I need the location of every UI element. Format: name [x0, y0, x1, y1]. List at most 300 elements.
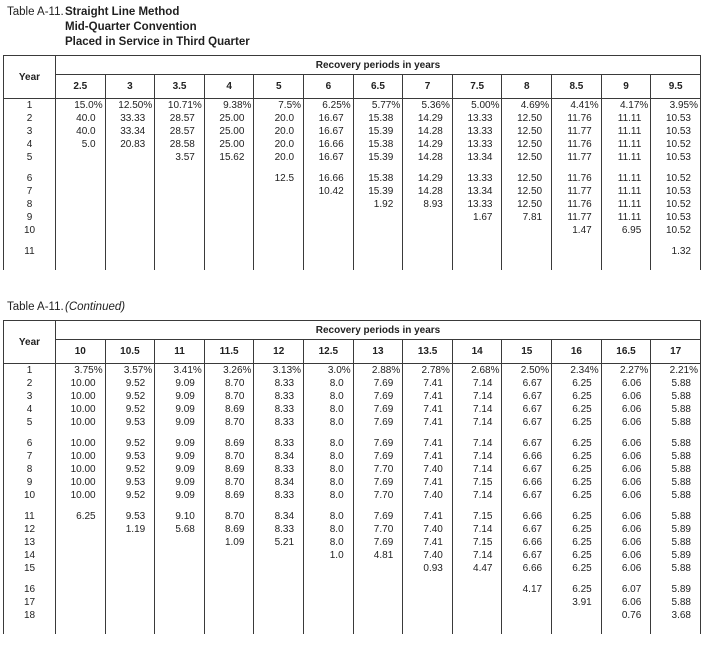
rate-cell: 9.10 [155, 510, 205, 523]
rate-cell: 8.70 [204, 476, 254, 489]
rate-cell: 7.40 [403, 523, 453, 536]
year-cell: 7 [4, 185, 56, 198]
year-row-1 [4, 364, 701, 378]
rate-cell [254, 185, 304, 198]
year-row-12 [4, 523, 701, 536]
rate-cell: 7.15 [452, 476, 502, 489]
year-cell: 12 [4, 523, 56, 536]
recovery-period-col-9.5: 9.5 [651, 75, 701, 99]
rate-cell: 6.25 [56, 510, 106, 523]
rate-cell: 9.09 [155, 476, 205, 489]
rate-cell: 1.92 [353, 198, 403, 211]
rate-cell [304, 224, 354, 237]
rate-cell: 4.47 [452, 562, 502, 575]
rate-cell: 10.52 [651, 138, 701, 151]
year-row-4 [4, 403, 701, 416]
rate-cell: 8.34 [254, 510, 304, 523]
rate-cell: 6.67 [502, 549, 552, 562]
rate-cell [204, 609, 254, 622]
rate-cell: 11.77 [552, 211, 602, 224]
rate-cell: 7.41 [403, 536, 453, 549]
year-row-5 [4, 416, 701, 429]
rate-cell: 7.14 [452, 523, 502, 536]
rate-cell: 6.67 [502, 523, 552, 536]
rate-cell: 6.67 [502, 463, 552, 476]
rate-cell: 8.70 [204, 390, 254, 403]
rate-cell: 2.78% [403, 364, 453, 378]
rate-cell: 9.09 [155, 489, 205, 502]
rate-cell: 10.53 [651, 211, 701, 224]
rate-cell [452, 245, 502, 258]
year-cell: 16 [4, 583, 56, 596]
year-row-7 [4, 450, 701, 463]
rate-cell: 11.11 [601, 112, 651, 125]
rate-cell: 11.76 [552, 112, 602, 125]
rate-cell: 13.34 [452, 151, 502, 164]
rate-cell [105, 211, 155, 224]
rate-cell [56, 536, 106, 549]
rate-cell [552, 245, 602, 258]
recovery-period-col-16.5: 16.5 [601, 340, 651, 364]
year-cell: 11 [4, 510, 56, 523]
rate-cell: 6.66 [502, 476, 552, 489]
year-cell: 15 [4, 562, 56, 575]
rate-cell: 7.15 [452, 536, 502, 549]
rate-cell [155, 198, 205, 211]
year-row-1 [4, 99, 701, 113]
rate-cell: 13.33 [452, 125, 502, 138]
rate-cell: 7.14 [452, 377, 502, 390]
rate-cell: 7.70 [353, 463, 403, 476]
rate-cell: 6.25 [552, 403, 602, 416]
rate-cell: 7.15 [452, 510, 502, 523]
rate-cell: 8.69 [204, 489, 254, 502]
rate-cell [304, 609, 354, 622]
year-row-4 [4, 138, 701, 151]
rate-cell: 5.88 [651, 416, 701, 429]
year-cell: 14 [4, 549, 56, 562]
rate-cell: 9.09 [155, 463, 205, 476]
year-row-7 [4, 185, 701, 198]
rate-cell: 6.67 [502, 377, 552, 390]
rate-cell: 8.69 [204, 523, 254, 536]
rate-cell: 8.0 [304, 523, 354, 536]
rate-cell: 9.09 [155, 450, 205, 463]
rate-cell: 7.41 [403, 450, 453, 463]
rate-cell [155, 609, 205, 622]
rate-cell: 15.38 [353, 112, 403, 125]
year-row-16 [4, 583, 701, 596]
year-row-10 [4, 489, 701, 502]
recovery-period-col-14: 14 [452, 340, 502, 364]
rate-cell: 5.88 [651, 377, 701, 390]
year-cell: 8 [4, 463, 56, 476]
rate-cell [155, 583, 205, 596]
rate-cell: 7.14 [452, 390, 502, 403]
rate-cell: 7.69 [353, 450, 403, 463]
year-cell: 9 [4, 476, 56, 489]
rate-cell [353, 583, 403, 596]
rate-cell [452, 583, 502, 596]
rate-cell: 20.83 [105, 138, 155, 151]
rate-cell [204, 172, 254, 185]
rate-cell [304, 583, 354, 596]
rate-cell: 6.66 [502, 510, 552, 523]
rate-cell: 10.00 [56, 437, 106, 450]
rate-cell: 15.38 [353, 172, 403, 185]
rate-cell [254, 211, 304, 224]
rate-cell: 6.25 [552, 562, 602, 575]
rate-cell: 16.66 [304, 172, 354, 185]
rate-cell: 8.70 [204, 416, 254, 429]
rate-cell: 14.28 [403, 185, 453, 198]
rate-cell: 15.39 [353, 185, 403, 198]
rate-cell: 9.09 [155, 437, 205, 450]
rate-cell: 4.17% [601, 99, 651, 113]
year-row-2 [4, 377, 701, 390]
rate-cell [304, 562, 354, 575]
recovery-period-col-2.5: 2.5 [56, 75, 106, 99]
rate-cell [452, 609, 502, 622]
rate-cell [56, 596, 106, 609]
rate-cell: 6.06 [601, 463, 651, 476]
rate-cell: 8.33 [254, 403, 304, 416]
rate-cell [56, 151, 106, 164]
year-row-3 [4, 390, 701, 403]
year-column-header: Year [4, 321, 56, 364]
table-title-line-1: Straight Line Method [65, 6, 180, 18]
year-cell: 17 [4, 596, 56, 609]
year-row-3 [4, 125, 701, 138]
rate-cell [155, 562, 205, 575]
rate-cell: 20.0 [254, 112, 304, 125]
table-label: Table A-11. [7, 301, 64, 313]
year-cell: 4 [4, 138, 56, 151]
rate-cell: 13.34 [452, 185, 502, 198]
rate-cell [105, 549, 155, 562]
rate-cell: 8.33 [254, 390, 304, 403]
rate-cell: 3.91 [552, 596, 602, 609]
rate-cell: 28.58 [155, 138, 205, 151]
rate-cell: 16.67 [304, 112, 354, 125]
rate-cell: 6.06 [601, 390, 651, 403]
rate-cell: 10.52 [651, 172, 701, 185]
table-body [4, 99, 701, 271]
rate-cell: 13.33 [452, 112, 502, 125]
table-title-line-3: Placed in Service in Third Quarter [65, 36, 250, 48]
rate-cell: 7.70 [353, 489, 403, 502]
rate-cell: 10.52 [651, 198, 701, 211]
rate-cell [56, 245, 106, 258]
rate-cell: 25.00 [204, 112, 254, 125]
rate-cell: 9.09 [155, 403, 205, 416]
rate-cell [204, 224, 254, 237]
spacer-row [4, 164, 701, 172]
rate-cell: 10.71% [155, 99, 205, 113]
year-column-header: Year [4, 56, 56, 99]
rate-cell: 8.0 [304, 450, 354, 463]
rate-cell: 5.77% [353, 99, 403, 113]
spacer-row [4, 622, 701, 634]
rate-cell [353, 245, 403, 258]
rate-cell: 16.66 [304, 138, 354, 151]
rate-cell [254, 562, 304, 575]
rate-cell [601, 245, 651, 258]
year-row-8 [4, 198, 701, 211]
recovery-period-col-7: 7 [403, 75, 453, 99]
rate-cell: 1.67 [452, 211, 502, 224]
rate-cell: 6.07 [601, 583, 651, 596]
year-row-13 [4, 536, 701, 549]
rate-cell: 6.95 [601, 224, 651, 237]
rate-cell [403, 609, 453, 622]
rate-cell: 25.00 [204, 125, 254, 138]
rate-cell: 6.06 [601, 536, 651, 549]
rate-cell: 8.33 [254, 437, 304, 450]
rate-cell [105, 609, 155, 622]
rate-cell: 7.14 [452, 437, 502, 450]
year-cell: 7 [4, 450, 56, 463]
rate-cell [105, 198, 155, 211]
rate-cell: 7.69 [353, 390, 403, 403]
recovery-period-col-3.5: 3.5 [155, 75, 205, 99]
rate-cell: 7.69 [353, 403, 403, 416]
rate-cell: 6.06 [601, 596, 651, 609]
year-row-9 [4, 476, 701, 489]
rate-cell: 9.53 [105, 476, 155, 489]
rate-cell: 9.52 [105, 489, 155, 502]
rate-cell: 4.17 [502, 583, 552, 596]
rate-cell [155, 185, 205, 198]
rate-cell: 11.77 [552, 151, 602, 164]
recovery-period-col-17: 17 [651, 340, 701, 364]
rate-cell: 12.50 [502, 198, 552, 211]
rate-cell [452, 224, 502, 237]
rate-cell: 13.33 [452, 138, 502, 151]
rate-cell: 8.70 [204, 510, 254, 523]
year-cell: 5 [4, 151, 56, 164]
recovery-period-col-13.5: 13.5 [403, 340, 453, 364]
rate-cell: 7.41 [403, 437, 453, 450]
rate-cell [105, 151, 155, 164]
rate-cell: 9.09 [155, 390, 205, 403]
rate-cell [502, 609, 552, 622]
rate-cell: 6.67 [502, 416, 552, 429]
rate-cell: 14.29 [403, 138, 453, 151]
recovery-period-col-11: 11 [155, 340, 205, 364]
rate-cell: 9.52 [105, 403, 155, 416]
rate-cell: 9.09 [155, 377, 205, 390]
rate-cell: 5.88 [651, 596, 701, 609]
year-row-6 [4, 437, 701, 450]
rate-cell: 5.21 [254, 536, 304, 549]
rate-cell: 9.52 [105, 463, 155, 476]
rate-cell: 9.52 [105, 437, 155, 450]
rate-cell: 6.06 [601, 510, 651, 523]
table-header [4, 56, 701, 99]
rate-cell: 6.66 [502, 450, 552, 463]
rate-cell: 7.70 [353, 523, 403, 536]
rate-cell: 6.25 [552, 437, 602, 450]
rate-cell: 5.88 [651, 510, 701, 523]
rate-cell [56, 224, 106, 237]
rate-cell: 6.06 [601, 403, 651, 416]
rate-cell: 8.69 [204, 437, 254, 450]
year-row-2 [4, 112, 701, 125]
rate-cell: 8.0 [304, 510, 354, 523]
rate-cell: 3.41% [155, 364, 205, 378]
rate-cell: 3.68 [651, 609, 701, 622]
rate-cell: 25.00 [204, 138, 254, 151]
macrs-rate-table [3, 55, 701, 270]
year-row-18 [4, 609, 701, 622]
rate-cell: 8.33 [254, 416, 304, 429]
rate-cell [452, 596, 502, 609]
year-cell: 18 [4, 609, 56, 622]
rate-cell: 6.67 [502, 403, 552, 416]
rate-cell: 10.53 [651, 125, 701, 138]
rate-cell: 28.57 [155, 112, 205, 125]
rate-cell: 12.50 [502, 172, 552, 185]
rate-cell: 11.76 [552, 198, 602, 211]
recovery-period-col-12.5: 12.5 [304, 340, 354, 364]
rate-cell: 6.06 [601, 416, 651, 429]
rate-cell [56, 198, 106, 211]
rate-cell: 11.11 [601, 151, 651, 164]
rate-cell: 5.88 [651, 476, 701, 489]
table-title [7, 5, 701, 50]
rate-cell: 8.0 [304, 390, 354, 403]
rate-cell: 3.0% [304, 364, 354, 378]
year-row-11 [4, 245, 701, 258]
rate-cell: 10.00 [56, 377, 106, 390]
rate-cell: 12.50 [502, 185, 552, 198]
recovery-period-col-5: 5 [254, 75, 304, 99]
rate-cell [304, 245, 354, 258]
rate-cell: 7.5% [254, 99, 304, 113]
rate-cell: 12.50 [502, 125, 552, 138]
rate-cell: 1.19 [105, 523, 155, 536]
table-title-line-2: Mid-Quarter Convention [65, 21, 197, 33]
rate-cell: 4.81 [353, 549, 403, 562]
rate-cell: 8.34 [254, 450, 304, 463]
table-a11-block [3, 5, 701, 270]
rate-cell: 12.5 [254, 172, 304, 185]
rate-cell: 13.33 [452, 172, 502, 185]
year-cell: 3 [4, 390, 56, 403]
rate-cell: 10.00 [56, 463, 106, 476]
rate-cell: 14.29 [403, 172, 453, 185]
rate-cell: 2.88% [353, 364, 403, 378]
rate-cell: 11.76 [552, 138, 602, 151]
recovery-period-col-12: 12 [254, 340, 304, 364]
rate-cell: 8.33 [254, 377, 304, 390]
rate-cell [254, 583, 304, 596]
rate-cell [204, 549, 254, 562]
rate-cell: 6.67 [502, 437, 552, 450]
rate-cell: 6.66 [502, 536, 552, 549]
recovery-period-col-6: 6 [304, 75, 354, 99]
rate-cell: 12.50 [502, 151, 552, 164]
recovery-period-col-6.5: 6.5 [353, 75, 403, 99]
rate-cell: 6.06 [601, 562, 651, 575]
rate-cell: 6.06 [601, 549, 651, 562]
rate-cell: 9.09 [155, 416, 205, 429]
recovery-period-col-3: 3 [105, 75, 155, 99]
rate-cell: 20.0 [254, 125, 304, 138]
rate-cell [155, 536, 205, 549]
recovery-period-col-16: 16 [552, 340, 602, 364]
rate-cell [304, 211, 354, 224]
rate-cell: 9.52 [105, 390, 155, 403]
rate-cell: 7.14 [452, 549, 502, 562]
year-row-5 [4, 151, 701, 164]
rate-cell: 5.89 [651, 523, 701, 536]
rate-cell: 7.41 [403, 390, 453, 403]
rate-cell: 6.06 [601, 523, 651, 536]
rate-cell: 16.67 [304, 125, 354, 138]
rate-cell [105, 562, 155, 575]
rate-cell: 7.69 [353, 416, 403, 429]
rate-cell [403, 224, 453, 237]
rate-cell: 5.89 [651, 549, 701, 562]
rate-cell: 3.26% [204, 364, 254, 378]
rate-cell [304, 198, 354, 211]
year-cell: 1 [4, 364, 56, 378]
rate-cell [254, 198, 304, 211]
rate-cell: 8.93 [403, 198, 453, 211]
rate-cell: 6.25 [552, 489, 602, 502]
rate-cell: 5.88 [651, 562, 701, 575]
rate-cell: 4.41% [552, 99, 602, 113]
rate-cell [502, 596, 552, 609]
rate-cell [502, 224, 552, 237]
spacer-row [4, 502, 701, 510]
rate-cell: 13.33 [452, 198, 502, 211]
year-cell: 6 [4, 437, 56, 450]
rate-cell [254, 224, 304, 237]
rate-cell: 5.88 [651, 450, 701, 463]
rate-cell: 20.0 [254, 151, 304, 164]
rate-cell: 5.88 [651, 437, 701, 450]
rate-cell: 7.41 [403, 377, 453, 390]
rate-cell: 15.38 [353, 138, 403, 151]
rate-cell: 5.88 [651, 390, 701, 403]
rate-cell: 8.70 [204, 450, 254, 463]
rate-cell: 7.69 [353, 476, 403, 489]
table-body [4, 364, 701, 635]
rate-cell: 1.09 [204, 536, 254, 549]
recovery-period-col-8.5: 8.5 [552, 75, 602, 99]
rate-cell: 9.53 [105, 510, 155, 523]
rate-cell: 5.88 [651, 403, 701, 416]
rate-cell: 11.77 [552, 185, 602, 198]
rate-cell: 7.14 [452, 416, 502, 429]
rate-cell: 5.36% [403, 99, 453, 113]
rate-cell [155, 224, 205, 237]
rate-cell [56, 549, 106, 562]
rate-cell: 10.00 [56, 489, 106, 502]
rate-cell: 14.28 [403, 151, 453, 164]
rate-cell [155, 211, 205, 224]
rate-cell: 8.33 [254, 523, 304, 536]
rate-cell [204, 245, 254, 258]
rate-cell: 2.34% [552, 364, 602, 378]
rate-cell: 12.50 [502, 138, 552, 151]
year-cell: 2 [4, 112, 56, 125]
rate-cell: 8.0 [304, 377, 354, 390]
rate-cell [155, 172, 205, 185]
